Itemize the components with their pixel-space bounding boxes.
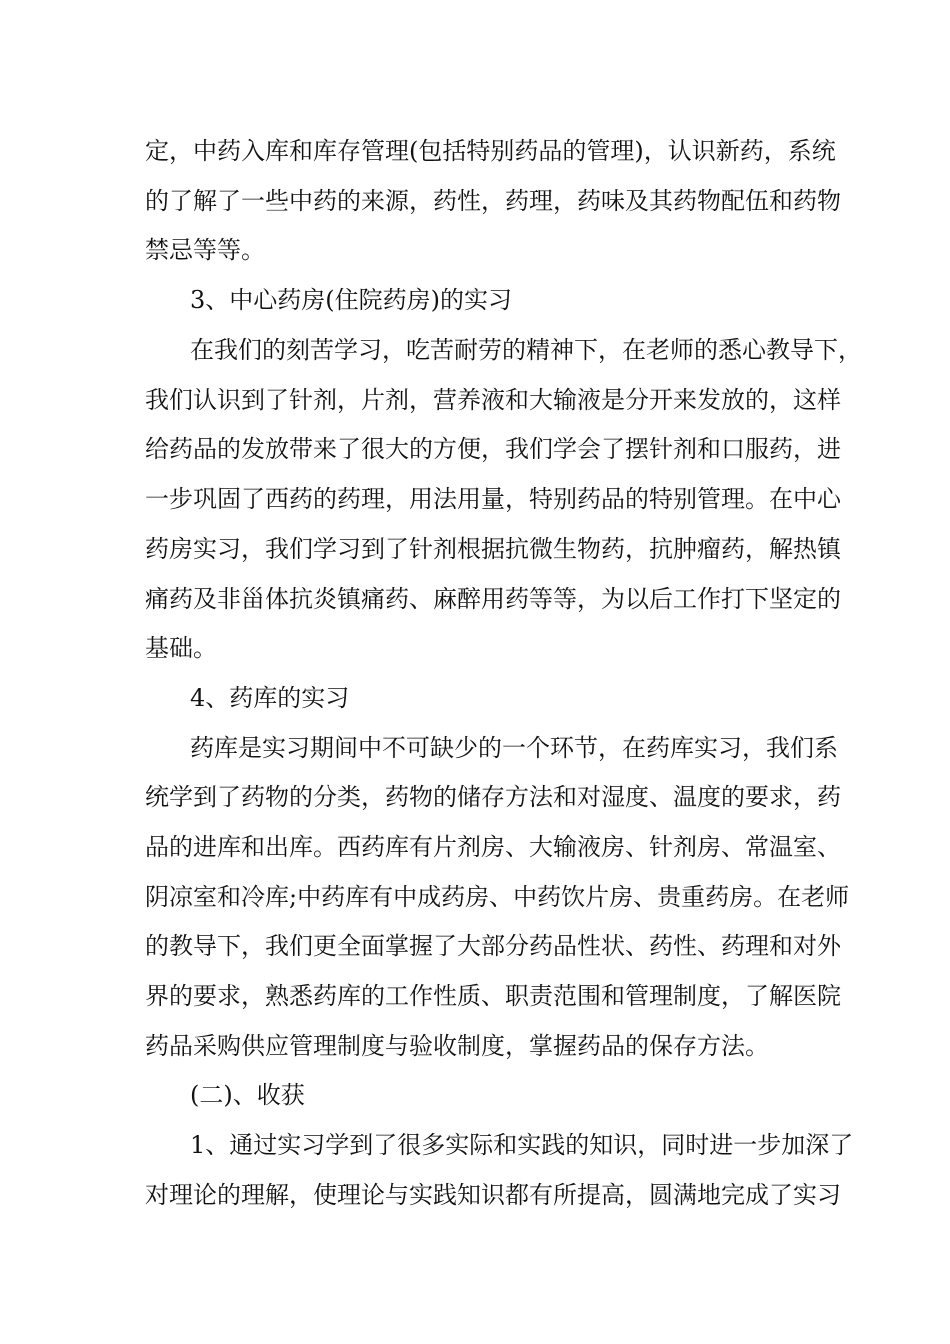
text-line: 基础。 (145, 634, 217, 662)
text-line: 我们认识到了针剂，片剂，营养液和大输液是分开来发放的，这样 (145, 386, 841, 414)
text-line: 药房实习，我们学习到了针剂根据抗微生物药，抗肿瘤药，解热镇 (145, 535, 841, 563)
text-line: 在我们的刻苦学习，吃苦耐劳的精神下，在老师的悉心教导下， (190, 336, 862, 364)
section-heading: 3、中心药房(住院药房)的实习 (190, 286, 512, 314)
text-line: 定，中药入库和库存管理(包括特别药品的管理)，认识新药，系统 (145, 137, 836, 165)
text-line: 的教导下，我们更全面掌握了大部分药品性状、药性、药理和对外 (145, 932, 841, 960)
text-line: 的了解了一些中药的来源，药性，药理，药味及其药物配伍和药物 (145, 187, 841, 215)
section-heading: 4、药库的实习 (190, 684, 350, 712)
text-line: 阴凉室和冷库;中药库有中成药房、中药饮片房、贵重药房。在老师 (145, 883, 850, 911)
text-line: 统学到了药物的分类，药物的储存方法和对湿度、温度的要求，药 (145, 783, 841, 811)
text-line: 一步巩固了西药的药理，用法用量，特别药品的特别管理。在中心 (145, 485, 841, 513)
text-line: 对理论的理解，使理论与实践知识都有所提高，圆满地完成了实习 (145, 1181, 841, 1209)
text-line: 药品采购供应管理制度与验收制度，掌握药品的保存方法。 (145, 1032, 769, 1060)
text-line: 药库是实习期间中不可缺少的一个环节，在药库实习，我们系 (190, 734, 838, 762)
text-line: 品的进库和出库。西药库有片剂房、大输液房、针剂房、常温室、 (145, 833, 841, 861)
text-line: 给药品的发放带来了很大的方便，我们学会了摆针剂和口服药，进 (145, 435, 841, 463)
text-line: 界的要求，熟悉药库的工作性质、职责范围和管理制度，了解医院 (145, 982, 841, 1010)
text-line: 痛药及非甾体抗炎镇痛药、麻醉用药等等，为以后工作打下坚定的 (145, 585, 841, 613)
text-line: 1、通过实习学到了很多实际和实践的知识，同时进一步加深了 (190, 1131, 854, 1159)
text-line: 禁忌等等。 (145, 236, 265, 264)
section-heading: (二)、收获 (190, 1081, 305, 1109)
